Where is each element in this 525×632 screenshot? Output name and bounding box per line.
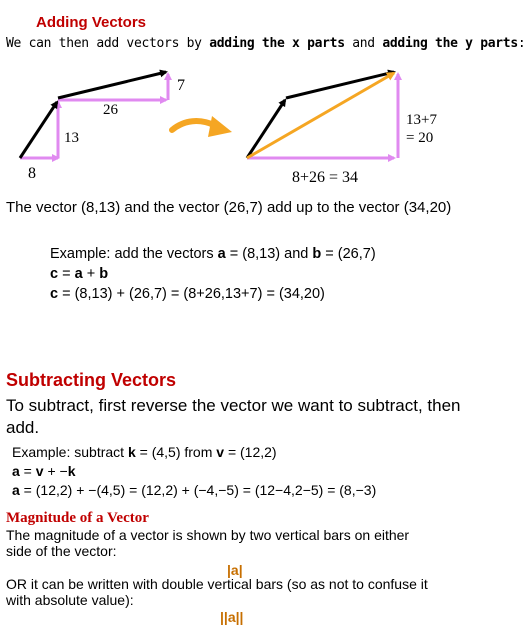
right-vector-diagram	[247, 72, 437, 186]
subtracting-example-line2: a = v + −k	[12, 463, 76, 479]
subtracting-text: To subtract, first reverse the vector we want to subtract, then add.	[6, 396, 461, 437]
magnitude-text-2: OR it can be written with double vertical bars (so as not to confuse it with absolute value):	[6, 576, 428, 608]
vector-b-right	[286, 72, 394, 98]
section-title-magnitude: Magnitude of a Vector	[6, 510, 149, 526]
adding-summary: The vector (8,13) and the vector (26,7) add up to the vector (34,20)	[6, 199, 452, 216]
vector-addition-diagram	[0, 60, 474, 190]
subtracting-example	[12, 443, 376, 500]
vector-a-right	[247, 100, 285, 158]
magnitude-text-1: The magnitude of a vector is shown by two vertical bars on either side of the vector:	[6, 527, 410, 559]
left-vector-diagram	[20, 72, 185, 182]
label-a-y: 13	[64, 130, 79, 146]
section-title-subtracting-vectors: Subtracting Vectors	[6, 370, 177, 390]
subtracting-example-line3: a = (12,2) + −(4,5) = (12,2) + (−4,−5) = (12−4,2−5) = (8,−3)	[12, 482, 377, 498]
adding-example-line2: c = a + b	[50, 266, 109, 282]
label-sum-y-2: = 20	[406, 130, 434, 146]
vector-a	[20, 102, 57, 158]
subtracting-example-line1: Example: subtract k = (4,5) from v = (12,2)	[12, 444, 277, 460]
magnitude-notation-double: ||a||	[220, 609, 244, 625]
magnitude-notation-single: |a|	[227, 562, 243, 578]
vector-b	[58, 72, 166, 98]
label-b-x: 26	[103, 102, 118, 118]
adding-example-line1: Example: add the vectors a = (8,13) and b = (26,7)	[50, 246, 376, 262]
section-title-adding-vectors: Adding Vectors	[36, 14, 147, 31]
label-sum-y-1: 13+7	[406, 112, 437, 128]
label-a-x: 8	[28, 165, 36, 182]
label-sum-x: 8+26 = 34	[292, 169, 359, 186]
adding-example-line3: c = (8,13) + (26,7) = (8+26,13+7) = (34,20)	[50, 286, 325, 302]
adding-intro-text: We can then add vectors by adding the x parts and adding the y parts:	[6, 36, 525, 51]
transition-arrow	[172, 121, 216, 130]
adding-example	[50, 244, 376, 304]
transition-arrow-head	[208, 116, 232, 137]
resultant-vector	[247, 73, 394, 158]
label-b-y: 7	[177, 77, 185, 94]
